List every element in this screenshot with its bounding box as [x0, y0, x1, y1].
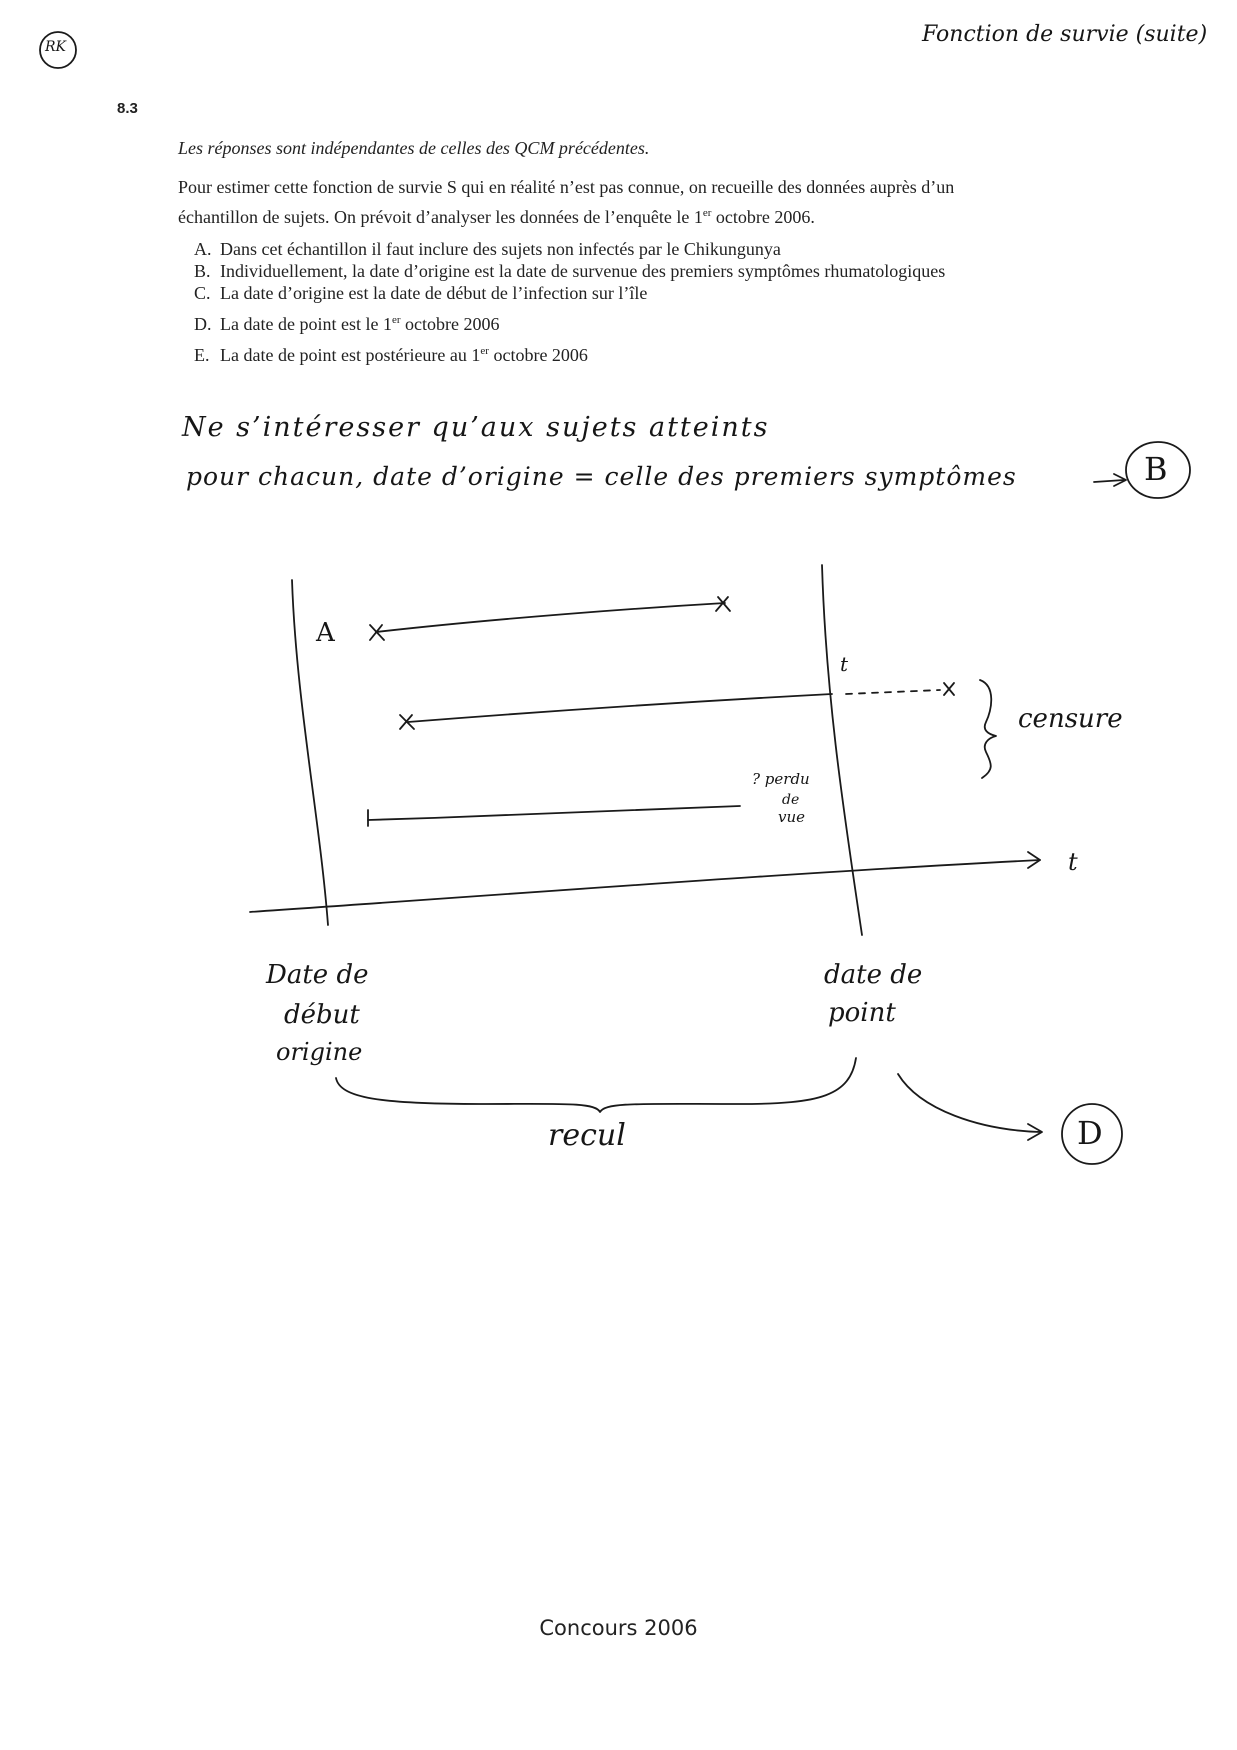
- page-footer: Concours 2006: [539, 1616, 698, 1640]
- answer-d-letter: D: [1077, 1114, 1103, 1152]
- option-e: [194, 340, 945, 366]
- diagram-point-label-1: date de: [824, 960, 923, 990]
- option-letter: B.: [194, 261, 211, 281]
- subject-a-line: [376, 603, 725, 632]
- diagram-label-perdu-2: de: [782, 792, 800, 808]
- diagram-label-perdu-1: ? perdu: [752, 770, 810, 788]
- option-text: La date de point est le 1: [220, 314, 392, 334]
- diagram-label-censure: censure: [1018, 704, 1123, 734]
- intro-text: [178, 174, 1158, 230]
- intro-line-2-text: échantillon de sujets. On prévoit d’analyser les données de l’enquête le 1: [178, 207, 703, 227]
- subject-2-dashed-extension: [846, 690, 940, 694]
- subject-2-end-cross: [944, 683, 954, 695]
- diagram-label-t-marker: t: [840, 652, 849, 676]
- point-vertical-line: [822, 565, 862, 935]
- diagram-label-a: A: [316, 618, 335, 648]
- option-sup: er: [480, 345, 489, 357]
- option-text-after: octobre 2006: [488, 345, 588, 365]
- answer-b-letter: B: [1144, 450, 1168, 488]
- arrow-to-b: [1094, 480, 1124, 482]
- intro-line-2-after: octobre 2006.: [711, 207, 815, 227]
- diagram-origin-label-3: origine: [276, 1038, 363, 1066]
- answer-options: [194, 238, 945, 366]
- option-b: [194, 260, 945, 282]
- option-letter: D.: [194, 314, 212, 334]
- diagram-axis-label-t: t: [1068, 848, 1078, 876]
- question-number: 8.3: [117, 100, 138, 117]
- option-text: Dans cet échantillon il faut inclure des sujets non infectés par le Chikungunya: [220, 239, 781, 259]
- subject-3-line: [368, 806, 740, 820]
- arrow-to-d: [898, 1074, 1040, 1132]
- option-letter: C.: [194, 283, 211, 303]
- subject-a-start-cross: [370, 625, 384, 640]
- option-d: [194, 309, 945, 335]
- time-axis-line: [250, 860, 1040, 912]
- option-a: [194, 238, 945, 260]
- subject-2-line: [408, 694, 832, 722]
- option-sup: er: [391, 314, 401, 326]
- option-text: La date d’origine est la date de début de l’infection sur l’île: [220, 283, 648, 303]
- option-c: [194, 282, 945, 304]
- handwritten-note-line-1: Ne s’intéresser qu’aux sujets atteints: [182, 412, 770, 443]
- recul-brace: [336, 1058, 856, 1112]
- intro-line-2-sup: er: [702, 207, 712, 219]
- option-letter: A.: [194, 239, 212, 259]
- option-text: Individuellement, la date d’origine est la date de survenue des premiers symptômes rhumatologiques: [220, 261, 946, 281]
- intro-italic: Les réponses sont indépendantes de celles des QCM précédentes.: [178, 138, 650, 158]
- diagram-recul-label: recul: [548, 1118, 626, 1153]
- diagram-origin-label-2: début: [284, 1000, 360, 1030]
- handwritten-note-line-2: pour chacun, date d’origine = celle des premiers symptômes: [186, 462, 1017, 491]
- intro-line-1: Pour estimer cette fonction de survie S qui en réalité n’est pas connue, on recueille des données auprès d’un: [178, 177, 955, 197]
- diagram-label-perdu-3: vue: [778, 808, 806, 826]
- top-right-note: Fonction de survie (suite): [922, 22, 1208, 47]
- diagram-point-label-2: point: [828, 998, 896, 1028]
- censure-brace: [980, 680, 996, 778]
- option-text-after: octobre 2006: [400, 314, 500, 334]
- corner-mark: RK: [45, 39, 66, 55]
- option-letter: E.: [194, 345, 210, 365]
- intro-line-2: [178, 200, 1158, 230]
- diagram-origin-label-1: Date de: [266, 960, 369, 990]
- option-text: La date de point est postérieure au 1: [220, 345, 481, 365]
